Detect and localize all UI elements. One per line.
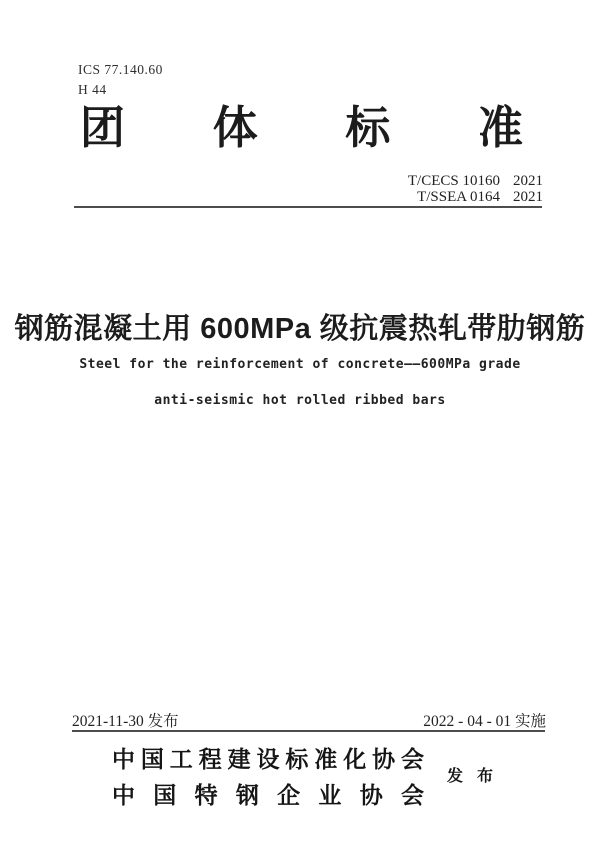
standard-number-block	[408, 173, 543, 205]
publisher-block	[112, 742, 424, 814]
publisher-name: 中国特钢企业协会	[112, 783, 424, 808]
standard-title-zh: 钢筋混凝土用 600MPa 级抗震热轧带肋钢筋	[14, 313, 586, 345]
standard-number-row	[408, 189, 543, 205]
standard-title-en-line2: anti-seismic hot rolled ribbed bars	[154, 393, 446, 408]
standard-year: 2021	[513, 189, 543, 205]
classification-code: H 44	[78, 82, 107, 97]
publish-label: 发 布	[447, 768, 499, 785]
doc-type-heading: 团体标准	[80, 103, 523, 153]
implementation-date: 2022 - 04 - 01 实施	[423, 713, 546, 730]
ics-code: ICS 77.140.60	[78, 62, 163, 77]
publisher-name: 中国工程建设标准化协会	[112, 747, 424, 772]
header-rule	[74, 206, 542, 208]
standard-code: T/SSEA 0164	[417, 189, 500, 205]
standard-title-en-line1: Steel for the reinforcement of concrete——600MPa grade	[79, 357, 521, 372]
standard-code: T/CECS 10160	[407, 173, 500, 189]
ics-classification-block	[78, 60, 163, 100]
standard-number-row	[408, 173, 543, 189]
standard-year: 2021	[513, 173, 543, 189]
footer-rule	[72, 730, 545, 732]
issue-date: 2021-11-30 发布	[72, 713, 179, 730]
